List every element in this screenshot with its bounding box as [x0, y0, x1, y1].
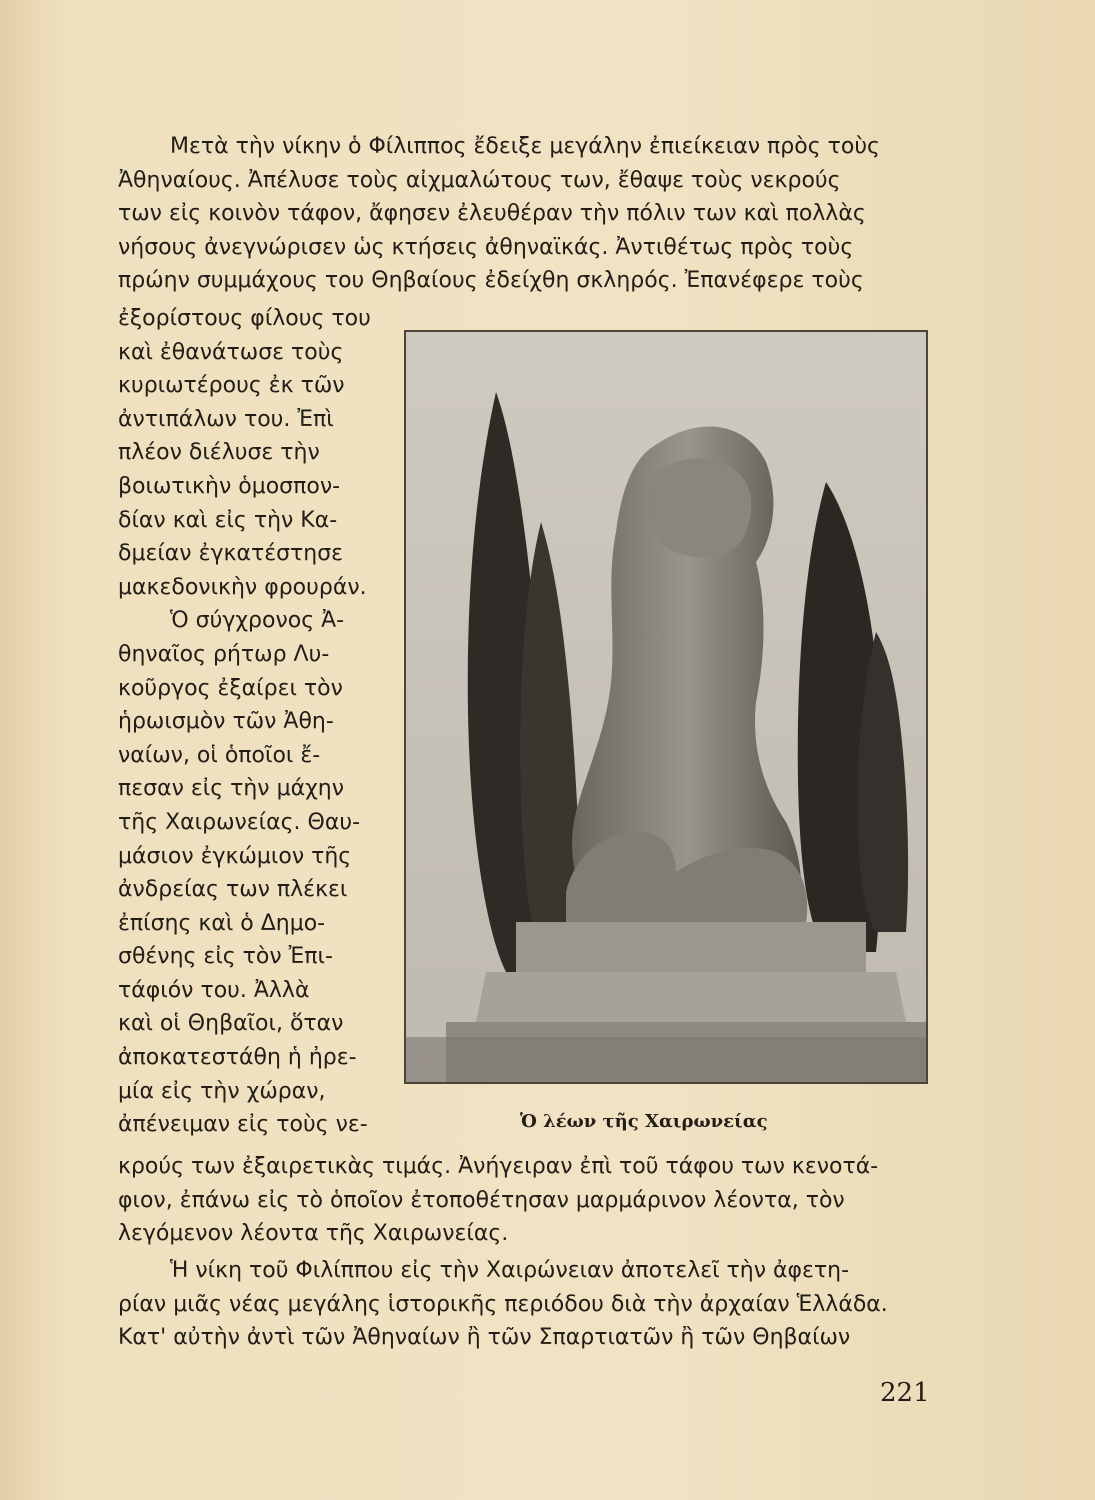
text-line: λεγόμενον λέοντα τῆς Χαιρωνείας.	[118, 1221, 509, 1247]
text-line: δμείαν ἐγκατέστησε	[118, 541, 344, 567]
text-line: βοιωτικὴν ὁμοσπον-	[118, 473, 341, 499]
text-line: κυριωτέρους ἐκ τῶν	[118, 373, 345, 399]
text-line: Κατ' αὐτὴν ἀντὶ τῶν Ἀθηναίων ἢ τῶν Σπαρτιατῶν ἢ τῶν Θηβαίων	[118, 1325, 851, 1351]
text-line: τάφιόν του. Ἀλλὰ	[118, 977, 310, 1003]
text-line: δίαν καὶ εἰς τὴν Κα-	[118, 507, 338, 533]
text-line: κρούς των ἐξαιρετικὰς τιμάς. Ἀνήγειραν ἐπὶ τοῦ τάφου των κενοτά-	[118, 1154, 879, 1179]
text-line: Ἡ νίκη τοῦ Φιλίππου εἰς τὴν Χαιρώνειαν ἀποτελεῖ τὴν ἀφετη-	[170, 1258, 850, 1283]
text-line: φιον, ἐπάνω εἰς τὸ ὁποῖον ἐτοποθέτησαν μαρμάρινον λέοντα, τὸν	[118, 1187, 845, 1213]
text-line: ἡρωισμὸν τῶν Ἀθη-	[118, 709, 334, 735]
side-column	[118, 302, 378, 1142]
text-line: των εἰς κοινὸν τάφον, ἄφησεν ἐλευθέραν τὴν πόλιν των καὶ πολλὰς	[118, 201, 866, 227]
page-number: 221	[880, 1378, 930, 1408]
lion-photograph	[404, 330, 928, 1084]
text-line: Ἀθηναίους. Ἀπέλυσε τοὺς αἰχμαλώτους των, ἔθαψε τοὺς νεκρούς	[118, 167, 841, 193]
text-line: νήσους ἀνεγνώρισεν ὡς κτήσεις ἀθηναϊκάς. Ἀντιθέτως πρὸς τοὺς	[118, 234, 854, 260]
text-line: κοῦργος ἐξαίρει τὸν	[118, 675, 343, 701]
text-line: ἀνδρείας των πλέκει	[118, 877, 348, 903]
text-line: καὶ ἐθανάτωσε τοὺς	[118, 339, 344, 365]
text-line: ἀποκατεστάθη ἡ ἠρε-	[118, 1045, 357, 1071]
text-line: πεσαν εἰς τὴν μάχην	[118, 776, 345, 802]
closing-paragraph	[118, 1150, 930, 1251]
text-line: ἀπένειμαν εἰς τοὺς νε-	[118, 1112, 368, 1138]
text-line: ἐξορίστους φίλους του	[118, 306, 371, 331]
text-line: καὶ οἱ Θηβαῖοι, ὅταν	[118, 1011, 344, 1037]
text-line: Ὁ σύγχρονος Ἀ-	[170, 608, 345, 634]
text-line: ἀντιπάλων του. Ἐπὶ	[118, 406, 334, 432]
text-line: μάσιον ἐγκώμιον τῆς	[118, 843, 352, 869]
text-line: ἐπίσης καὶ ὁ Δημο-	[118, 910, 326, 936]
text-line: θηναῖος ρήτωρ Λυ-	[118, 641, 330, 667]
text-line: ρίαν μιᾶς νέας μεγάλης ἱστορικῆς περιόδου διὰ τὴν ἀρχαίαν Ἑλλάδα.	[118, 1291, 888, 1317]
final-paragraph	[118, 1254, 930, 1355]
text-line: τῆς Χαιρωνείας. Θαυ-	[118, 809, 361, 835]
text-line: πρώην συμμάχους του Θηβαίους ἐδείχθη σκληρός. Ἐπανέφερε τοὺς	[118, 268, 864, 294]
figure-caption: Ὁ λέων τῆς Χαιρωνείας	[520, 1111, 768, 1132]
lion-statue-image	[406, 332, 926, 1082]
text-line: Μετὰ τὴν νίκην ὁ Φίλιππος ἔδειξε μεγάλην ἐπιείκειαν πρὸς τοὺς	[170, 134, 880, 159]
text-line: πλέον διέλυσε τὴν	[118, 440, 320, 466]
text-line: μακεδονικὴν φρουράν.	[118, 574, 367, 600]
text-line: ναίων, οἱ ὁποῖοι ἔ-	[118, 742, 321, 768]
text-line: σθένης εἰς τὸν Ἐπι-	[118, 944, 333, 970]
text-line: μία εἰς τὴν χώραν,	[118, 1078, 326, 1104]
opening-paragraph	[118, 130, 930, 298]
